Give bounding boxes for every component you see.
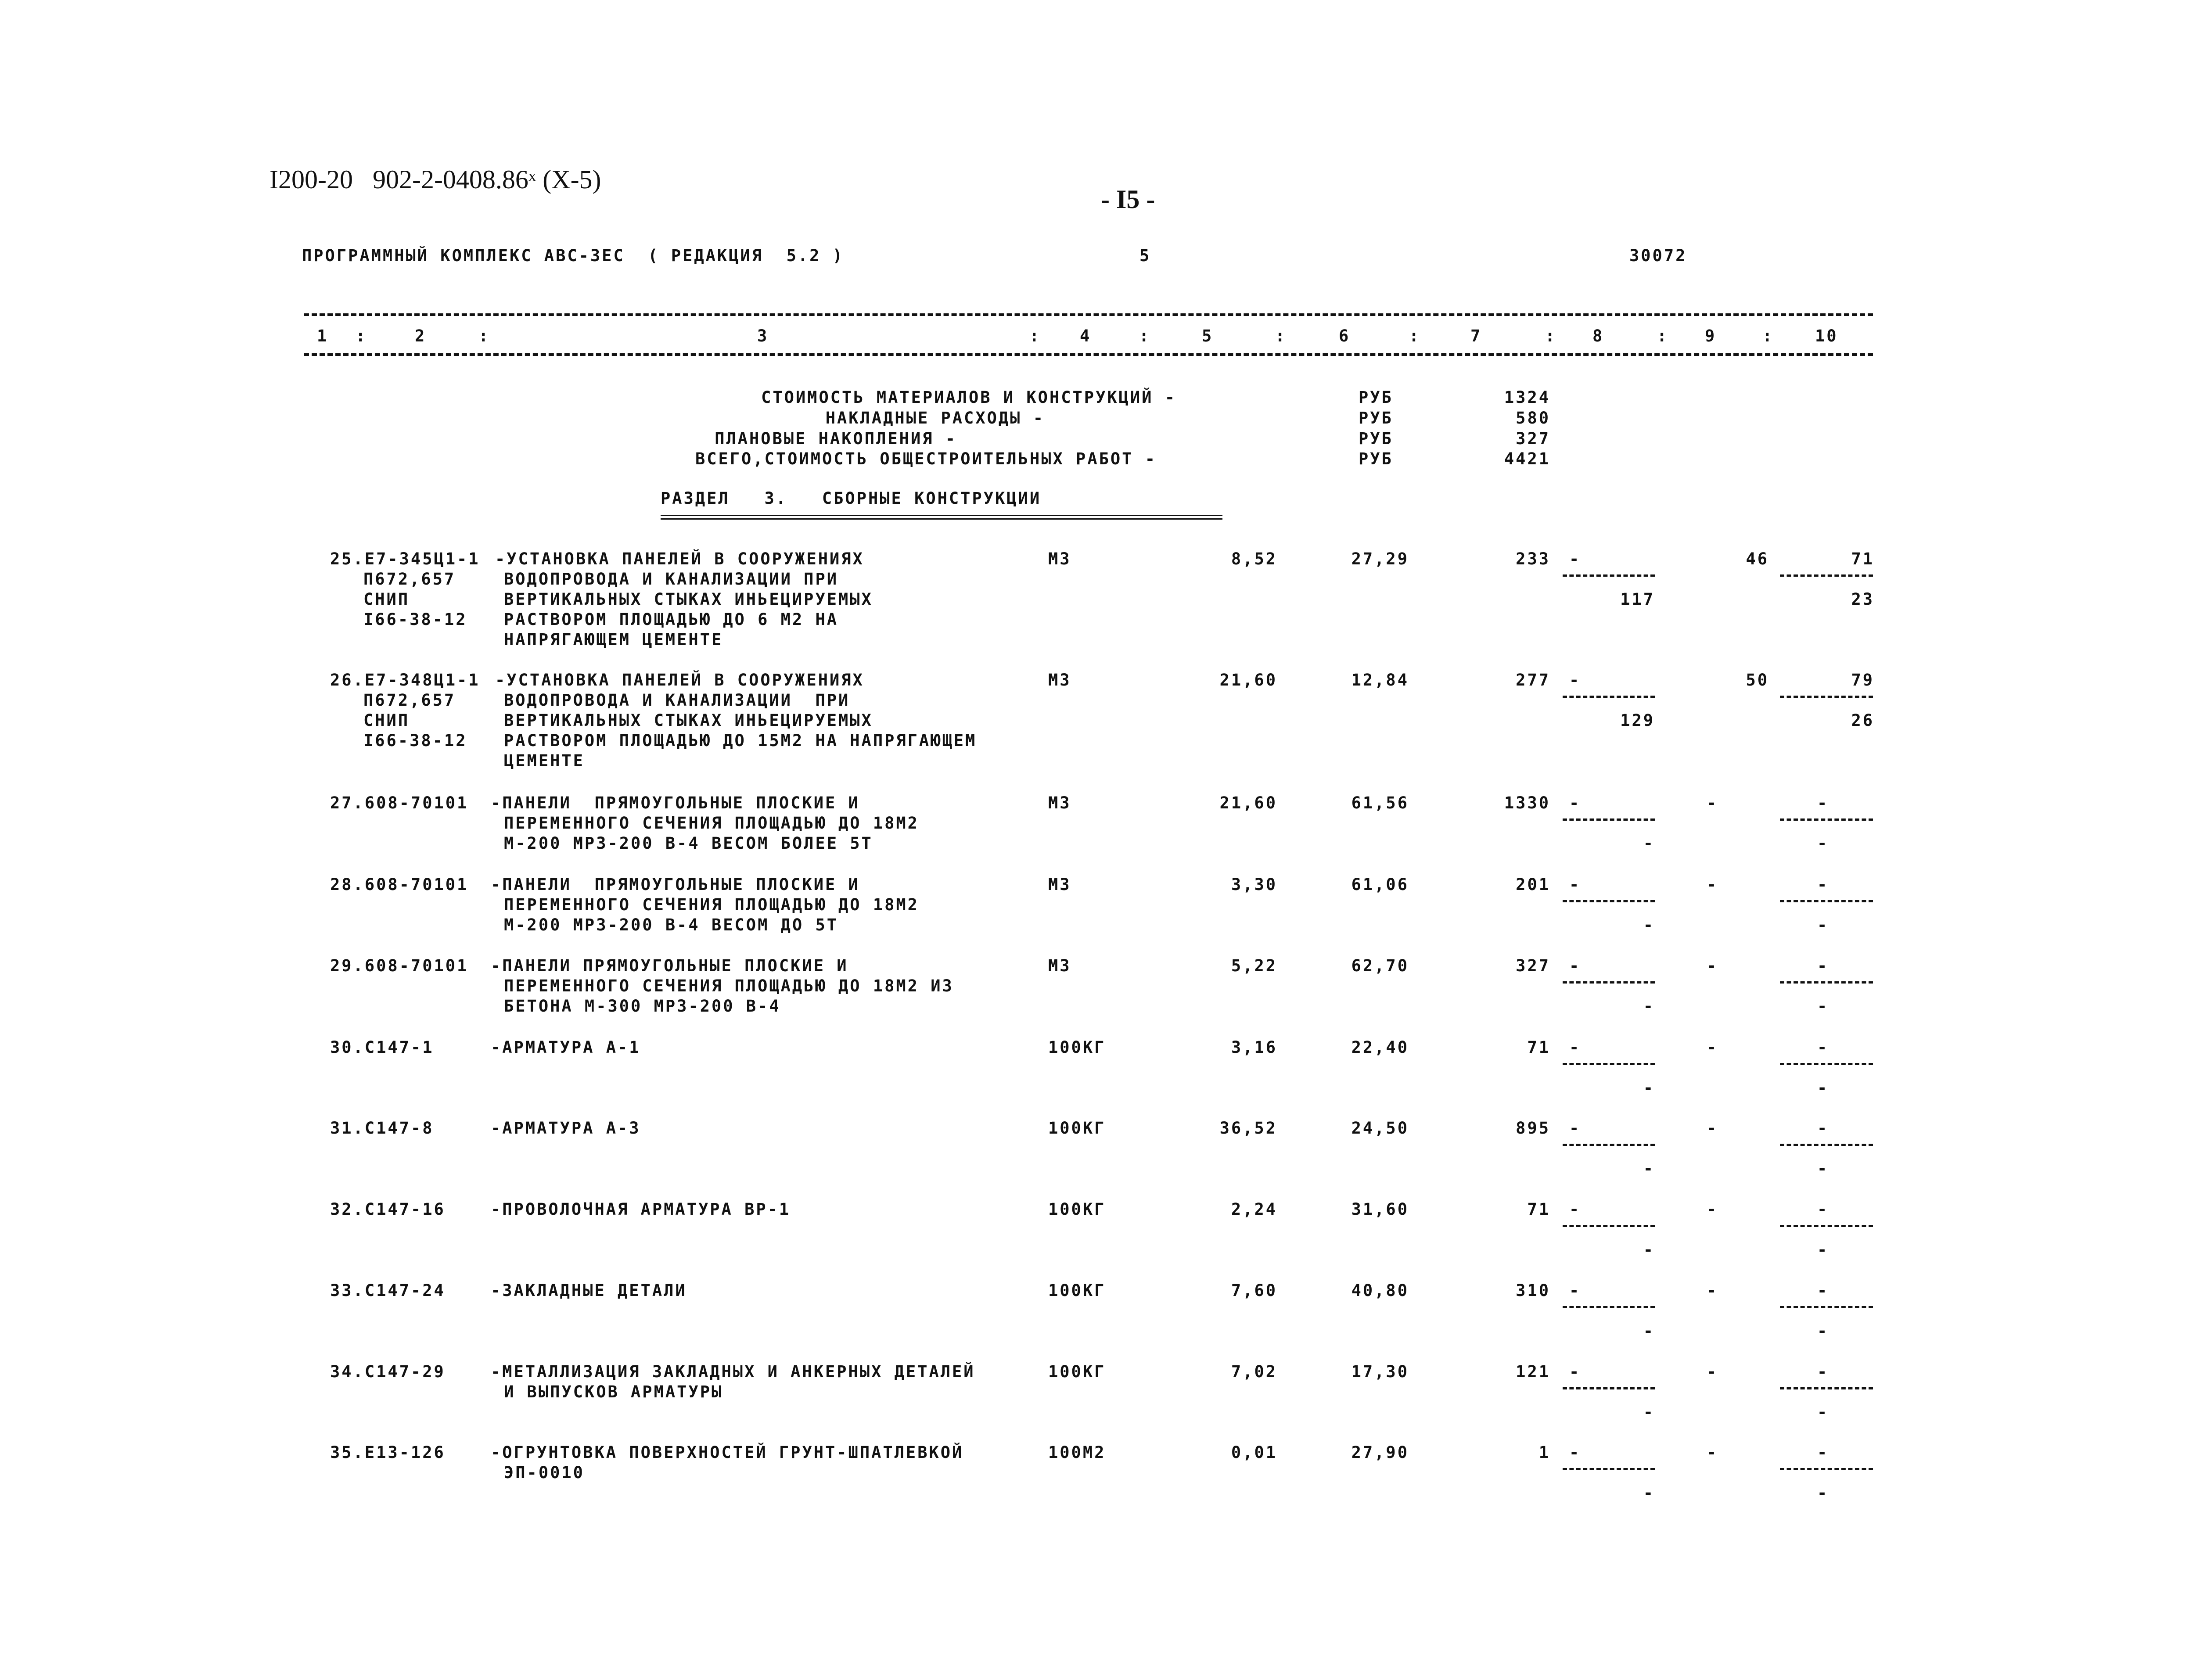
row-col10-top: - — [1817, 1281, 1829, 1300]
row-col10-bottom: - — [1817, 915, 1829, 934]
row-unit: М3 — [1048, 549, 1071, 568]
summary-value: 4421 — [1504, 449, 1550, 468]
row-col8-bottom: - — [1643, 915, 1655, 934]
row-col8-top: - — [1569, 1443, 1581, 1462]
row-col10-top: - — [1817, 1443, 1829, 1462]
row-description: -ПРОВОЛОЧНАЯ АРМАТУРА ВР-1 — [491, 1200, 791, 1219]
row-description: ПЕРЕМЕННОГО СЕЧЕНИЯ ПЛОЩАДЬЮ ДО 18М2 — [504, 895, 919, 914]
row-col10-divider — [1780, 696, 1873, 698]
document-code: I200-20 902-2-0408.86ˣ (X-5) — [270, 165, 601, 194]
row-col10-top: - — [1817, 956, 1829, 975]
summary-value: 327 — [1516, 429, 1550, 448]
row-unit-price: 12,84 — [1351, 671, 1409, 689]
row-total: 71 — [1527, 1200, 1550, 1219]
row-unit-price: 61,56 — [1351, 793, 1409, 812]
row-description: ЭП-0010 — [504, 1463, 585, 1482]
row-col9: - — [1707, 1281, 1718, 1300]
row-col9: 50 — [1746, 671, 1769, 689]
row-description: ЦЕМЕНТЕ — [504, 751, 585, 770]
column-header-1: 1 — [317, 327, 329, 345]
row-col9: - — [1707, 956, 1718, 975]
column-header-3: 3 — [757, 327, 769, 345]
row-quantity: 21,60 — [1219, 671, 1277, 689]
row-description: -МЕТАЛЛИЗАЦИЯ ЗАКЛАДНЫХ И АНКЕРНЫХ ДЕТАЛЕЙ — [491, 1362, 975, 1381]
row-col10-bottom: 23 — [1851, 590, 1874, 609]
column-header-4: 4 — [1080, 327, 1092, 345]
row-col8-bottom: - — [1643, 1483, 1655, 1502]
sheet-number: 5 — [1139, 246, 1151, 265]
row-unit: 100КГ — [1048, 1119, 1106, 1138]
row-total: 121 — [1516, 1362, 1550, 1381]
row-unit: 100М2 — [1048, 1443, 1106, 1462]
row-total: 1330 — [1504, 793, 1550, 812]
summary-unit: РУБ — [1359, 449, 1393, 468]
row-col10-divider — [1780, 1225, 1873, 1227]
row-code: I66-38-12 — [363, 731, 467, 750]
column-header-7: 7 — [1470, 327, 1482, 345]
row-unit-price: 17,30 — [1351, 1362, 1409, 1381]
row-description: -ПАНЕЛИ ПРЯМОУГОЛЬНЫЕ ПЛОСКИЕ И — [491, 875, 860, 894]
row-col9: - — [1707, 1119, 1718, 1138]
row-quantity: 7,02 — [1231, 1362, 1277, 1381]
row-col8-top: - — [1569, 671, 1581, 689]
row-code: СНИП — [363, 711, 410, 730]
column-separator: : — [1657, 327, 1669, 345]
row-quantity: 8,52 — [1231, 549, 1277, 568]
row-total: 895 — [1516, 1119, 1550, 1138]
program-title: ПРОГРАММНЫЙ КОМПЛЕКС АВС-ЗЕС ( РЕДАКЦИЯ 5.2 ) — [302, 246, 844, 265]
row-description: РАСТВОРОМ ПЛОЩАДЬЮ ДО 15М2 НА НАПРЯГАЮЩЕМ — [504, 731, 977, 750]
row-col10-top: 79 — [1851, 671, 1874, 689]
summary-unit: РУБ — [1359, 409, 1393, 427]
summary-value: 580 — [1516, 409, 1550, 427]
row-total: 71 — [1527, 1038, 1550, 1057]
row-code: 26.Е7-348Ц1-1 — [330, 671, 480, 689]
summary-value: 1324 — [1504, 388, 1550, 407]
row-col10-divider — [1780, 1063, 1873, 1065]
column-separator: : — [1762, 327, 1774, 345]
row-quantity: 2,24 — [1231, 1200, 1277, 1219]
row-description: ВЕРТИКАЛЬНЫХ СТЫКАХ ИНЬЕЦИРУЕМЫХ — [504, 590, 873, 609]
row-col8-top: - — [1569, 1362, 1581, 1381]
row-col8-bottom: 117 — [1620, 590, 1655, 609]
row-code: 33.С147-24 — [330, 1281, 446, 1300]
row-col10-divider — [1780, 981, 1873, 984]
row-col8-top: - — [1569, 1038, 1581, 1057]
row-col10-top: - — [1817, 875, 1829, 894]
row-col10-divider — [1780, 1387, 1873, 1389]
row-col8-top: - — [1569, 875, 1581, 894]
section-title: РАЗДЕЛ 3. СБОРНЫЕ КОНСТРУКЦИИ — [661, 489, 1042, 508]
row-col8-divider — [1563, 981, 1655, 984]
row-unit-price: 61,06 — [1351, 875, 1409, 894]
row-col10-top: - — [1817, 1200, 1829, 1219]
column-separator: : — [1139, 327, 1151, 345]
row-col10-top: 71 — [1851, 549, 1874, 568]
row-col10-divider — [1780, 1306, 1873, 1308]
column-header-2: 2 — [415, 327, 427, 345]
header-rule-top — [304, 313, 1873, 316]
row-col8-top: - — [1569, 793, 1581, 812]
row-col10-bottom: - — [1817, 1403, 1829, 1422]
row-col8-top: - — [1569, 1281, 1581, 1300]
row-description: БЕТОНА М-300 МРЗ-200 В-4 — [504, 997, 781, 1016]
row-col8-divider — [1563, 818, 1655, 821]
row-col9: - — [1707, 793, 1718, 812]
row-col10-bottom: - — [1817, 1159, 1829, 1178]
row-col10-divider — [1780, 1468, 1873, 1470]
row-unit: М3 — [1048, 671, 1071, 689]
row-total: 310 — [1516, 1281, 1550, 1300]
row-col9: - — [1707, 1362, 1718, 1381]
row-col10-bottom: - — [1817, 1078, 1829, 1097]
row-description: -ПАНЕЛИ ПРЯМОУГОЛЬНЫЕ ПЛОСКИЕ И — [491, 956, 848, 975]
row-col9: - — [1707, 1443, 1718, 1462]
row-quantity: 5,22 — [1231, 956, 1277, 975]
row-total: 327 — [1516, 956, 1550, 975]
row-col8-top: - — [1569, 956, 1581, 975]
row-code: 31.С147-8 — [330, 1119, 434, 1138]
row-col10-top: - — [1817, 793, 1829, 812]
row-col10-divider — [1780, 818, 1873, 821]
column-header-9: 9 — [1705, 327, 1717, 345]
row-col8-bottom: - — [1643, 834, 1655, 853]
row-unit: 100КГ — [1048, 1200, 1106, 1219]
row-col9: - — [1707, 1038, 1718, 1057]
column-separator: : — [1029, 327, 1041, 345]
page-number: - I5 - — [1101, 185, 1155, 214]
row-description: -АРМАТУРА А-1 — [491, 1038, 641, 1057]
row-col8-bottom: - — [1643, 1321, 1655, 1340]
row-code: СНИП — [363, 590, 410, 609]
row-description: ВЕРТИКАЛЬНЫХ СТЫКАХ ИНЬЕЦИРУЕМЫХ — [504, 711, 873, 730]
row-description: -ПАНЕЛИ ПРЯМОУГОЛЬНЫЕ ПЛОСКИЕ И — [491, 793, 860, 812]
row-total: 233 — [1516, 549, 1550, 568]
summary-unit: РУБ — [1359, 388, 1393, 407]
row-col10-top: - — [1817, 1038, 1829, 1057]
row-description: -АРМАТУРА А-3 — [491, 1119, 641, 1138]
row-unit: 100КГ — [1048, 1362, 1106, 1381]
row-description: И ВЫПУСКОВ АРМАТУРЫ — [504, 1382, 723, 1401]
row-col10-bottom: 26 — [1851, 711, 1874, 730]
row-unit-price: 27,90 — [1351, 1443, 1409, 1462]
row-unit: М3 — [1048, 956, 1071, 975]
column-separator: : — [478, 327, 490, 345]
row-col8-bottom: - — [1643, 1240, 1655, 1259]
column-header-5: 5 — [1202, 327, 1214, 345]
column-header-8: 8 — [1592, 327, 1604, 345]
row-description: -ЗАКЛАДНЫЕ ДЕТАЛИ — [491, 1281, 687, 1300]
row-description: РАСТВОРОМ ПЛОЩАДЬЮ ДО 6 М2 НА — [504, 610, 839, 629]
row-col10-bottom: - — [1817, 1321, 1829, 1340]
row-description: -УСТАНОВКА ПАНЕЛЕЙ В СООРУЖЕНИЯХ — [495, 549, 864, 568]
row-description: -УСТАНОВКА ПАНЕЛЕЙ В СООРУЖЕНИЯХ — [495, 671, 864, 689]
row-unit-price: 40,80 — [1351, 1281, 1409, 1300]
column-separator: : — [1275, 327, 1287, 345]
row-code: 27.608-70101 — [330, 793, 469, 812]
row-total: 277 — [1516, 671, 1550, 689]
row-col9: 46 — [1746, 549, 1769, 568]
row-code: 32.С147-16 — [330, 1200, 446, 1219]
row-quantity: 3,30 — [1231, 875, 1277, 894]
row-quantity: 21,60 — [1219, 793, 1277, 812]
row-code: П672,657 — [363, 570, 456, 589]
summary-label: СТОИМОСТЬ МАТЕРИАЛОВ И КОНСТРУКЦИЙ - — [761, 388, 1176, 407]
row-col10-top: - — [1817, 1119, 1829, 1138]
column-header-6: 6 — [1339, 327, 1351, 345]
row-description: ВОДОПРОВОДА И КАНАЛИЗАЦИИ ПРИ — [504, 691, 850, 710]
row-unit: М3 — [1048, 875, 1071, 894]
row-unit-price: 62,70 — [1351, 956, 1409, 975]
row-code: 25.Е7-345Ц1-1 — [330, 549, 480, 568]
document-number: 30072 — [1629, 246, 1687, 265]
row-code: 35.Е13-126 — [330, 1443, 446, 1462]
row-col8-divider — [1563, 1387, 1655, 1389]
row-description: ПЕРЕМЕННОГО СЕЧЕНИЯ ПЛОЩАДЬЮ ДО 18М2 ИЗ — [504, 976, 954, 995]
row-col10-bottom: - — [1817, 1240, 1829, 1259]
row-description: -ОГРУНТОВКА ПОВЕРХНОСТЕЙ ГРУНТ-ШПАТЛЕВКОЙ — [491, 1443, 964, 1462]
row-col8-bottom: 129 — [1620, 711, 1655, 730]
row-col10-bottom: - — [1817, 1483, 1829, 1502]
row-col8-divider — [1563, 1225, 1655, 1227]
row-col9: - — [1707, 1200, 1718, 1219]
row-col8-top: - — [1569, 1200, 1581, 1219]
summary-unit: РУБ — [1359, 429, 1393, 448]
row-quantity: 0,01 — [1231, 1443, 1277, 1462]
row-code: 29.608-70101 — [330, 956, 469, 975]
row-unit: М3 — [1048, 793, 1071, 812]
row-code: 34.С147-29 — [330, 1362, 446, 1381]
row-description: ВОДОПРОВОДА И КАНАЛИЗАЦИИ ПРИ — [504, 570, 839, 589]
row-quantity: 3,16 — [1231, 1038, 1277, 1057]
row-code: 28.608-70101 — [330, 875, 469, 894]
row-col10-divider — [1780, 900, 1873, 902]
row-unit-price: 31,60 — [1351, 1200, 1409, 1219]
row-total: 1 — [1538, 1443, 1550, 1462]
column-separator: : — [1409, 327, 1421, 345]
row-code: 30.С147-1 — [330, 1038, 434, 1057]
row-col8-divider — [1563, 1063, 1655, 1065]
row-quantity: 36,52 — [1219, 1119, 1277, 1138]
row-col8-bottom: - — [1643, 1078, 1655, 1097]
column-header-10: 10 — [1815, 327, 1838, 345]
row-col10-top: - — [1817, 1362, 1829, 1381]
row-code: П672,657 — [363, 691, 456, 710]
row-unit-price: 27,29 — [1351, 549, 1409, 568]
column-separator: : — [356, 327, 367, 345]
row-description: ПЕРЕМЕННОГО СЕЧЕНИЯ ПЛОЩАДЬЮ ДО 18М2 — [504, 814, 919, 833]
row-col10-bottom: - — [1817, 834, 1829, 853]
row-col8-divider — [1563, 696, 1655, 698]
summary-label: ВСЕГО,СТОИМОСТЬ ОБЩЕСТРОИТЕЛЬНЫХ РАБОТ - — [695, 449, 1157, 468]
row-description: М-200 МРЗ-200 В-4 ВЕСОМ БОЛЕЕ 5Т — [504, 834, 873, 853]
row-col8-divider — [1563, 1468, 1655, 1470]
row-col8-bottom: - — [1643, 997, 1655, 1016]
row-col8-divider — [1563, 574, 1655, 577]
row-code: I66-38-12 — [363, 610, 467, 629]
row-col8-divider — [1563, 1144, 1655, 1146]
row-description: М-200 МРЗ-200 В-4 ВЕСОМ ДО 5Т — [504, 915, 839, 934]
row-col8-top: - — [1569, 1119, 1581, 1138]
row-col8-top: - — [1569, 549, 1581, 568]
row-col8-divider — [1563, 900, 1655, 902]
row-col10-divider — [1780, 574, 1873, 577]
column-separator: : — [1545, 327, 1557, 345]
row-unit-price: 24,50 — [1351, 1119, 1409, 1138]
row-unit-price: 22,40 — [1351, 1038, 1409, 1057]
row-col10-bottom: - — [1817, 997, 1829, 1016]
row-col9: - — [1707, 875, 1718, 894]
row-col10-divider — [1780, 1144, 1873, 1146]
row-col8-bottom: - — [1643, 1159, 1655, 1178]
summary-label: ПЛАНОВЫЕ НАКОПЛЕНИЯ - — [715, 429, 957, 448]
section-underline — [661, 515, 1222, 520]
row-unit: 100КГ — [1048, 1281, 1106, 1300]
summary-label: НАКЛАДНЫЕ РАСХОДЫ - — [825, 409, 1045, 427]
row-quantity: 7,60 — [1231, 1281, 1277, 1300]
row-col8-bottom: - — [1643, 1403, 1655, 1422]
row-total: 201 — [1516, 875, 1550, 894]
row-description: НАПРЯГАЮЩЕМ ЦЕМЕНТЕ — [504, 630, 723, 649]
row-col8-divider — [1563, 1306, 1655, 1308]
row-unit: 100КГ — [1048, 1038, 1106, 1057]
header-rule-bottom — [304, 353, 1873, 356]
